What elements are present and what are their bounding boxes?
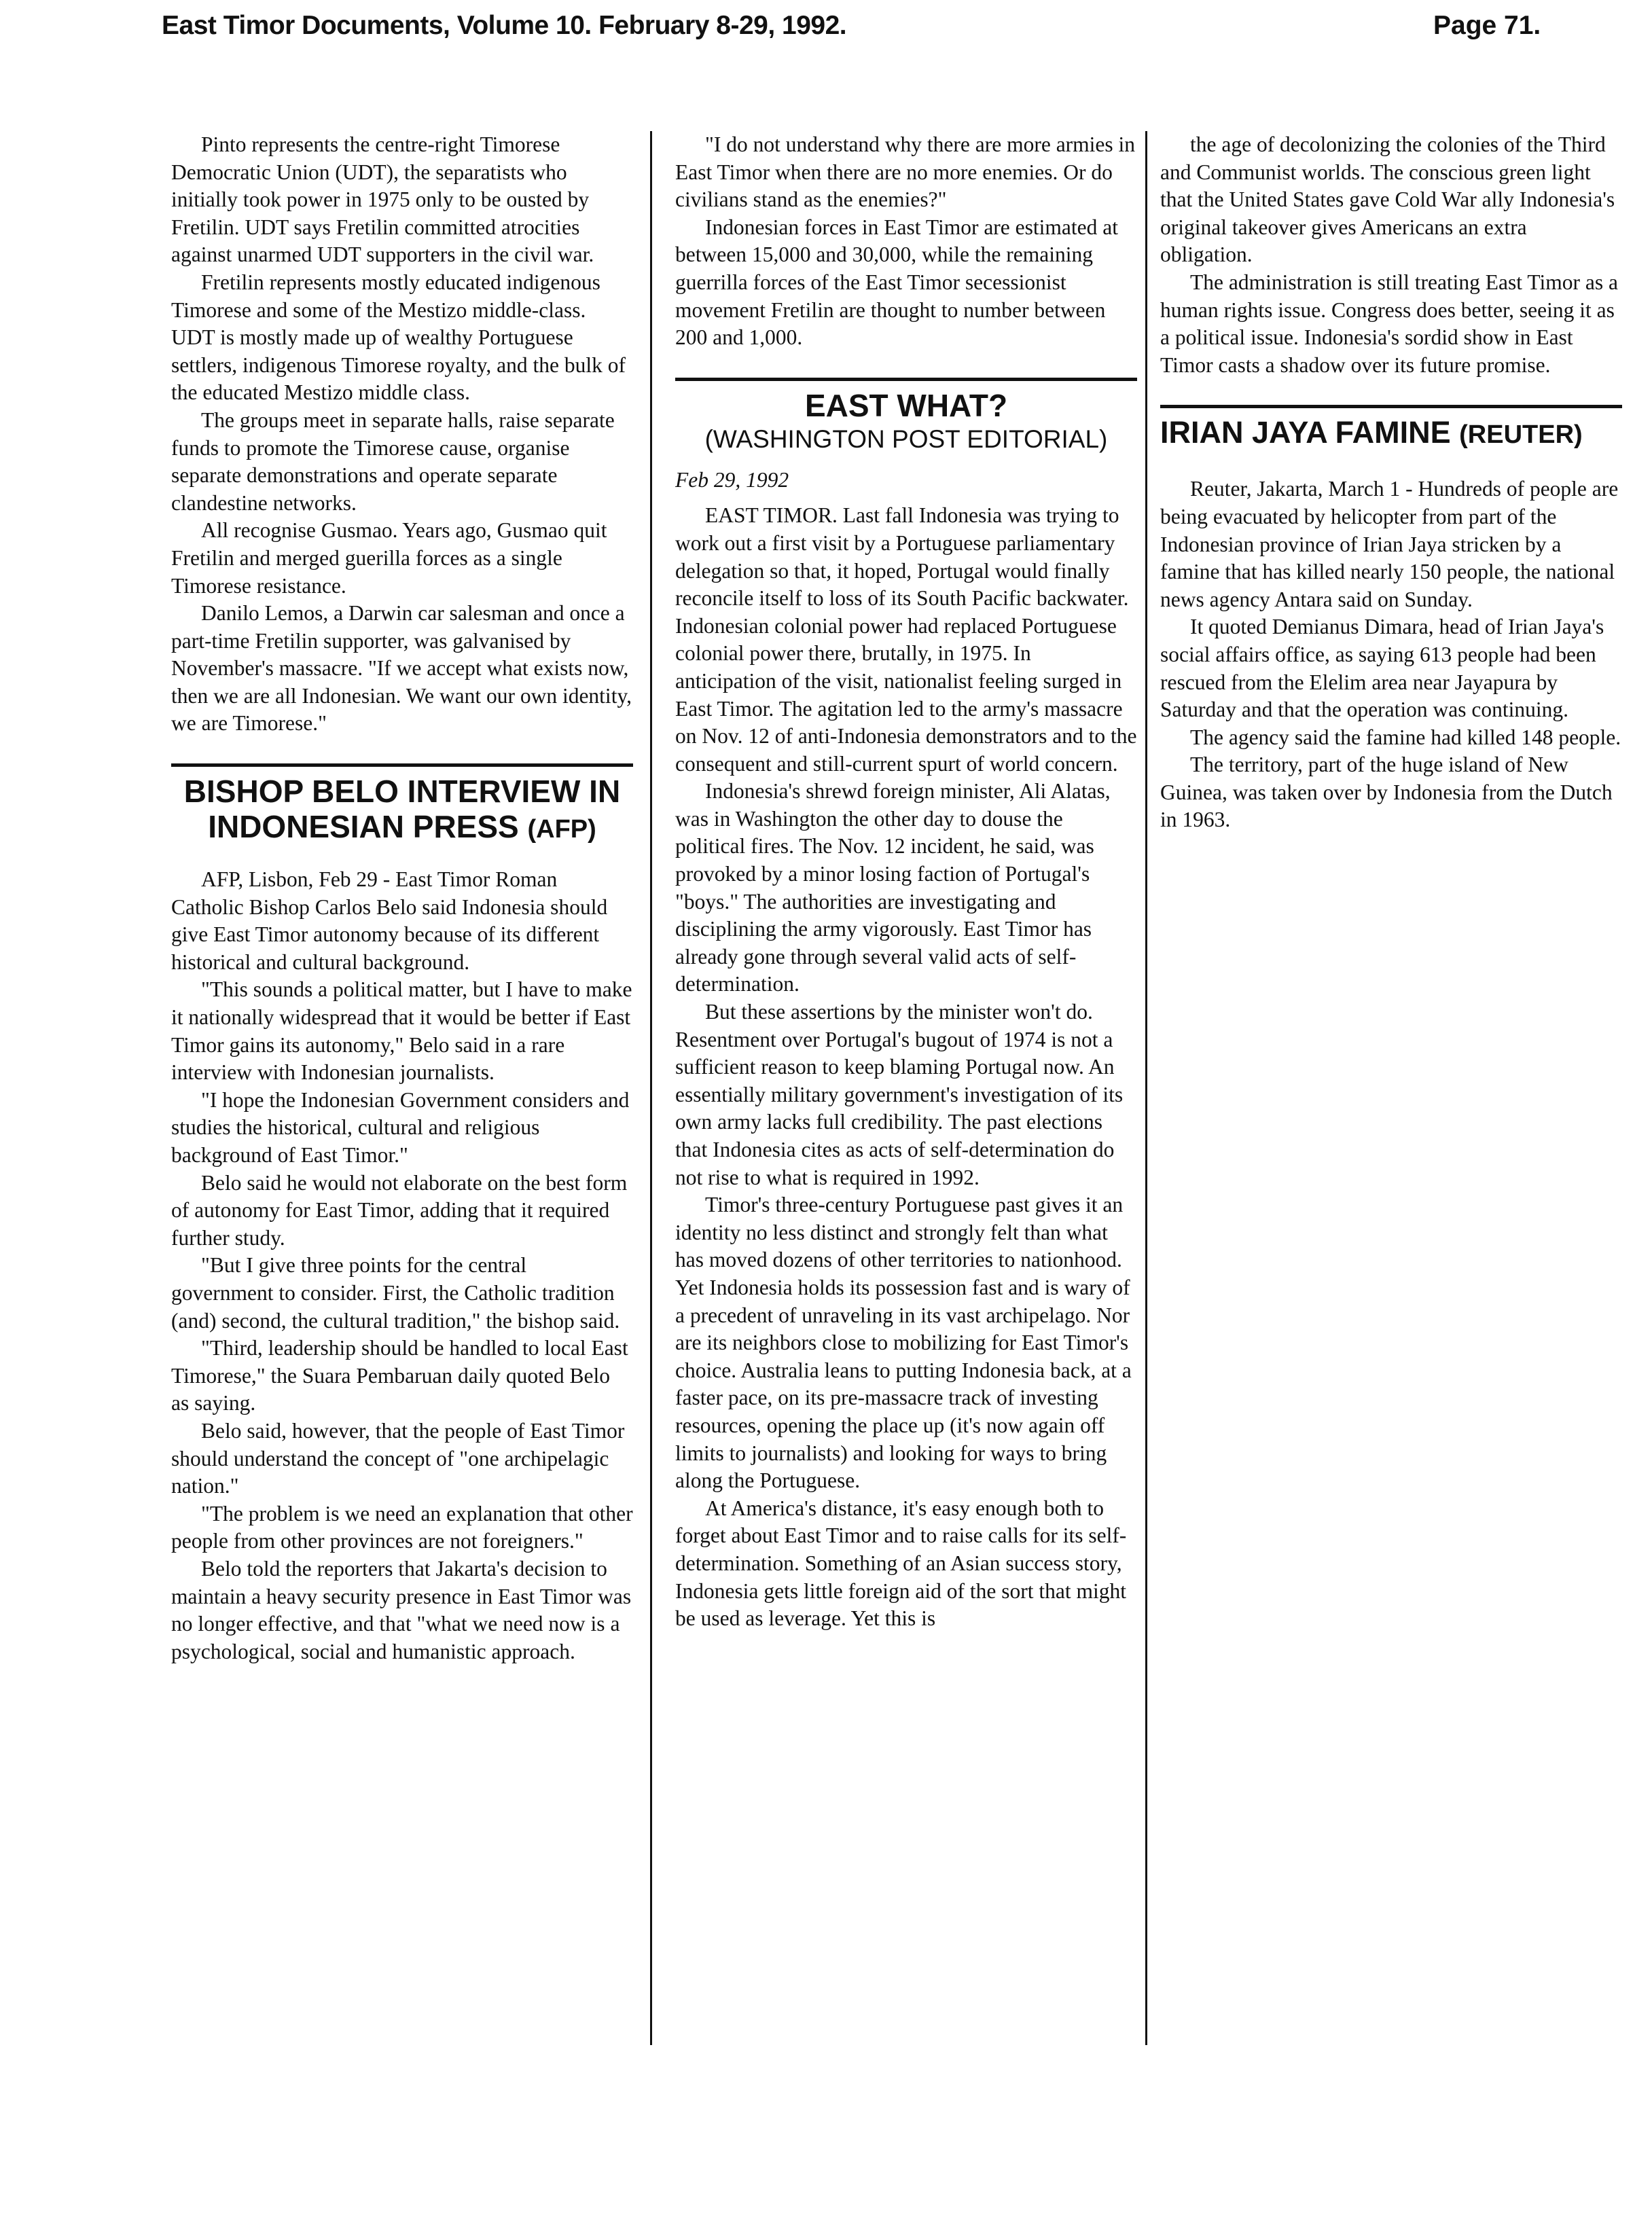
paragraph: Fretilin represents mostly educated indigenous Timorese and some of the Mestizo middle-class. UDT is mostly made up of wealthy Portuguese settlers, indigenous Timorese royalty, and the bulk of the educated Mestizo middle class.	[171, 270, 626, 405]
headline-source: (AFP)	[527, 815, 596, 844]
paragraph: Danilo Lemos, a Darwin car salesman and once a part-time Fretilin supporter, was galvanised by November's massacre. "If we accept what exists now, then we are all Indonesian. We want our own identity, we are Timorese."	[171, 601, 632, 736]
paragraph: "The problem is we need an explanation that other people from other provinces are not foreigners."	[171, 1501, 633, 1553]
headline-text: IRIAN JAYA FAMINE	[1160, 415, 1451, 450]
paragraph: The administration is still treating East Timor as a human rights issue. Congress does better, seeing it as a political issue. Indonesia's sordid show in East Timor casts a shadow over its future promise.	[1160, 270, 1618, 377]
paragraph: Indonesian forces in East Timor are estimated at between 15,000 and 30,000, while the remaining guerrilla forces of the East Timor secessionist movement Fretilin are thought to number between 200 and 1,000.	[675, 215, 1118, 350]
article-headline-irian-jaya	[1160, 415, 1622, 452]
paragraph: But these assertions by the minister won't do. Resentment over Portugal's bugout of 1974 is not a sufficient reason to keep blaming Portugal now. An essentially military government's investigation of its own army lacks full credibility. The past elections that Indonesia cites as acts of self-determination do not rise to what is required in 1992.	[675, 1000, 1124, 1189]
article-headline-belo	[171, 774, 633, 847]
paragraph: Belo said, however, that the people of East Timor should understand the concept of "one archipelagic nation."	[171, 1418, 625, 1498]
paragraph: The agency said the famine had killed 148 people.	[1190, 725, 1621, 749]
column-2	[675, 131, 1137, 1633]
article-date: Feb 29, 1992	[675, 467, 789, 492]
article-subhead: (WASHINGTON POST EDITORIAL)	[704, 425, 1108, 453]
paragraph: Belo told the reporters that Jakarta's decision to maintain a heavy security presence in East Timor was no longer effective, and that "what we need now is a psychological, social and humanistic approach.	[171, 1556, 632, 1663]
paragraph: Indonesia's shrewd foreign minister, Ali Alatas, was in Washington the other day to douse the political fires. The Nov. 12 incident, he said, was provoked by a minor losing faction of Portugal's "boys." The authorities are investigating and disciplining the army vigorously. East Timor has already gone through several valid acts of self-determination.	[675, 779, 1111, 996]
section-divider	[1160, 405, 1622, 408]
paragraph: "I do not understand why there are more armies in East Timor when there are no more enemies. Or do civilians stand as the enemies?"	[675, 132, 1136, 212]
column-3	[1160, 131, 1622, 834]
column-divider-2	[1145, 131, 1147, 2045]
paragraph: "This sounds a political matter, but I have to make it nationally widespread that it would be better if East Timor gains its autonomy," Belo said in a rare interview with Indonesian journalists.	[171, 977, 632, 1085]
paragraph: the age of decolonizing the colonies of the Third and Communist worlds. The conscious green light that the United States gave Cold War ally Indonesia's original takeover gives Americans an extra obligation.	[1160, 132, 1615, 267]
paragraph: "Third, leadership should be handled to local East Timorese," the Suara Pembaruan daily quoted Belo as saying.	[171, 1336, 628, 1415]
document-header-title: East Timor Documents, Volume 10. February 8-29, 1992.	[162, 11, 847, 40]
paragraph: Pinto represents the centre-right Timorese Democratic Union (UDT), the separatists who initially took power in 1975 only to be ousted by Fretilin. UDT says Fretilin committed atrocities against unarmed UDT supporters in the civil war.	[171, 132, 594, 267]
page-number: Page 71.	[1433, 11, 1541, 40]
paragraph: It quoted Demianus Dimara, head of Irian Jaya's social affairs office, as saying 613 people had been rescued from the Elelim area near Jayapura by Saturday and that the operation was continuing.	[1160, 615, 1604, 722]
paragraph: The groups meet in separate halls, raise separate funds to promote the Timorese cause, organise separate demonstrations and operate separate clandestine networks.	[171, 408, 615, 515]
headline-text: BISHOP BELO INTERVIEW IN INDONESIAN PRESS	[183, 774, 621, 845]
paragraph: AFP, Lisbon, Feb 29 - East Timor Roman Catholic Bishop Carlos Belo said Indonesia should give East Timor autonomy because of its different historical and cultural background.	[171, 867, 608, 974]
paragraph: "But I give three points for the central government to consider. First, the Catholic tradition (and) second, the cultural tradition," the bishop said.	[171, 1253, 620, 1333]
paragraph: EAST TIMOR. Last fall Indonesia was trying to work out a first visit by a Portuguese parliamentary delegation so that, it hoped, Portugal would finally reconcile itself to loss of its South Pacific backwater. Indonesian colonial power had replaced Portuguese colonial power there, brutally, in 1975. In anticipation of the visit, nationalist feeling surged in East Timor. The agitation led to the army's massacre on Nov. 12 of anti-Indonesia demonstrators and to the consequent and still-current spurt of world concern.	[675, 503, 1137, 776]
column-1	[171, 131, 633, 1665]
paragraph: Reuter, Jakarta, March 1 - Hundreds of people are being evacuated by helicopter from part of the Indonesian province of Irian Jaya stricken by a famine that has killed nearly 150 people, the national news agency Antara said on Sunday.	[1160, 477, 1619, 611]
paragraph: All recognise Gusmao. Years ago, Gusmao quit Fretilin and merged guerilla forces as a single Timorese resistance.	[171, 518, 607, 598]
section-divider	[171, 763, 633, 767]
paragraph: Timor's three-century Portuguese past gives it an identity no less distinct and strongly felt than what has moved dozens of other territories to nationhood. Yet Indonesia holds its possession fast and is wary of a precedent of unraveling in its vast archipelago. Nor are its neighbors close to mobilizing for East Timor's choice. Australia leans to putting Indonesia back, at a faster pace, on its pre-massacre track of investing resources, opening the place up (it's now again off limits to journalists) and looking for ways to bring along the Portuguese.	[675, 1193, 1132, 1493]
paragraph: "I hope the Indonesian Government considers and studies the historical, cultural and religious background of East Timor."	[171, 1087, 630, 1167]
article-headline-east-what: EAST WHAT?	[804, 387, 1008, 423]
column-divider-1	[650, 131, 652, 2045]
section-divider	[675, 378, 1137, 381]
paragraph: Belo said he would not elaborate on the best form of autonomy for East Timor, adding that it required further study.	[171, 1170, 628, 1250]
headline-source: (REUTER)	[1459, 420, 1583, 450]
paragraph: The territory, part of the huge island of New Guinea, was taken over by Indonesia from the Dutch in 1963.	[1160, 753, 1613, 832]
paragraph: At America's distance, it's easy enough both to forget about East Timor and to raise calls for its self-determination. Something of an Asian success story, Indonesia gets little foreign aid of the sort that might be used as leverage. Yet this is	[675, 1496, 1127, 1631]
